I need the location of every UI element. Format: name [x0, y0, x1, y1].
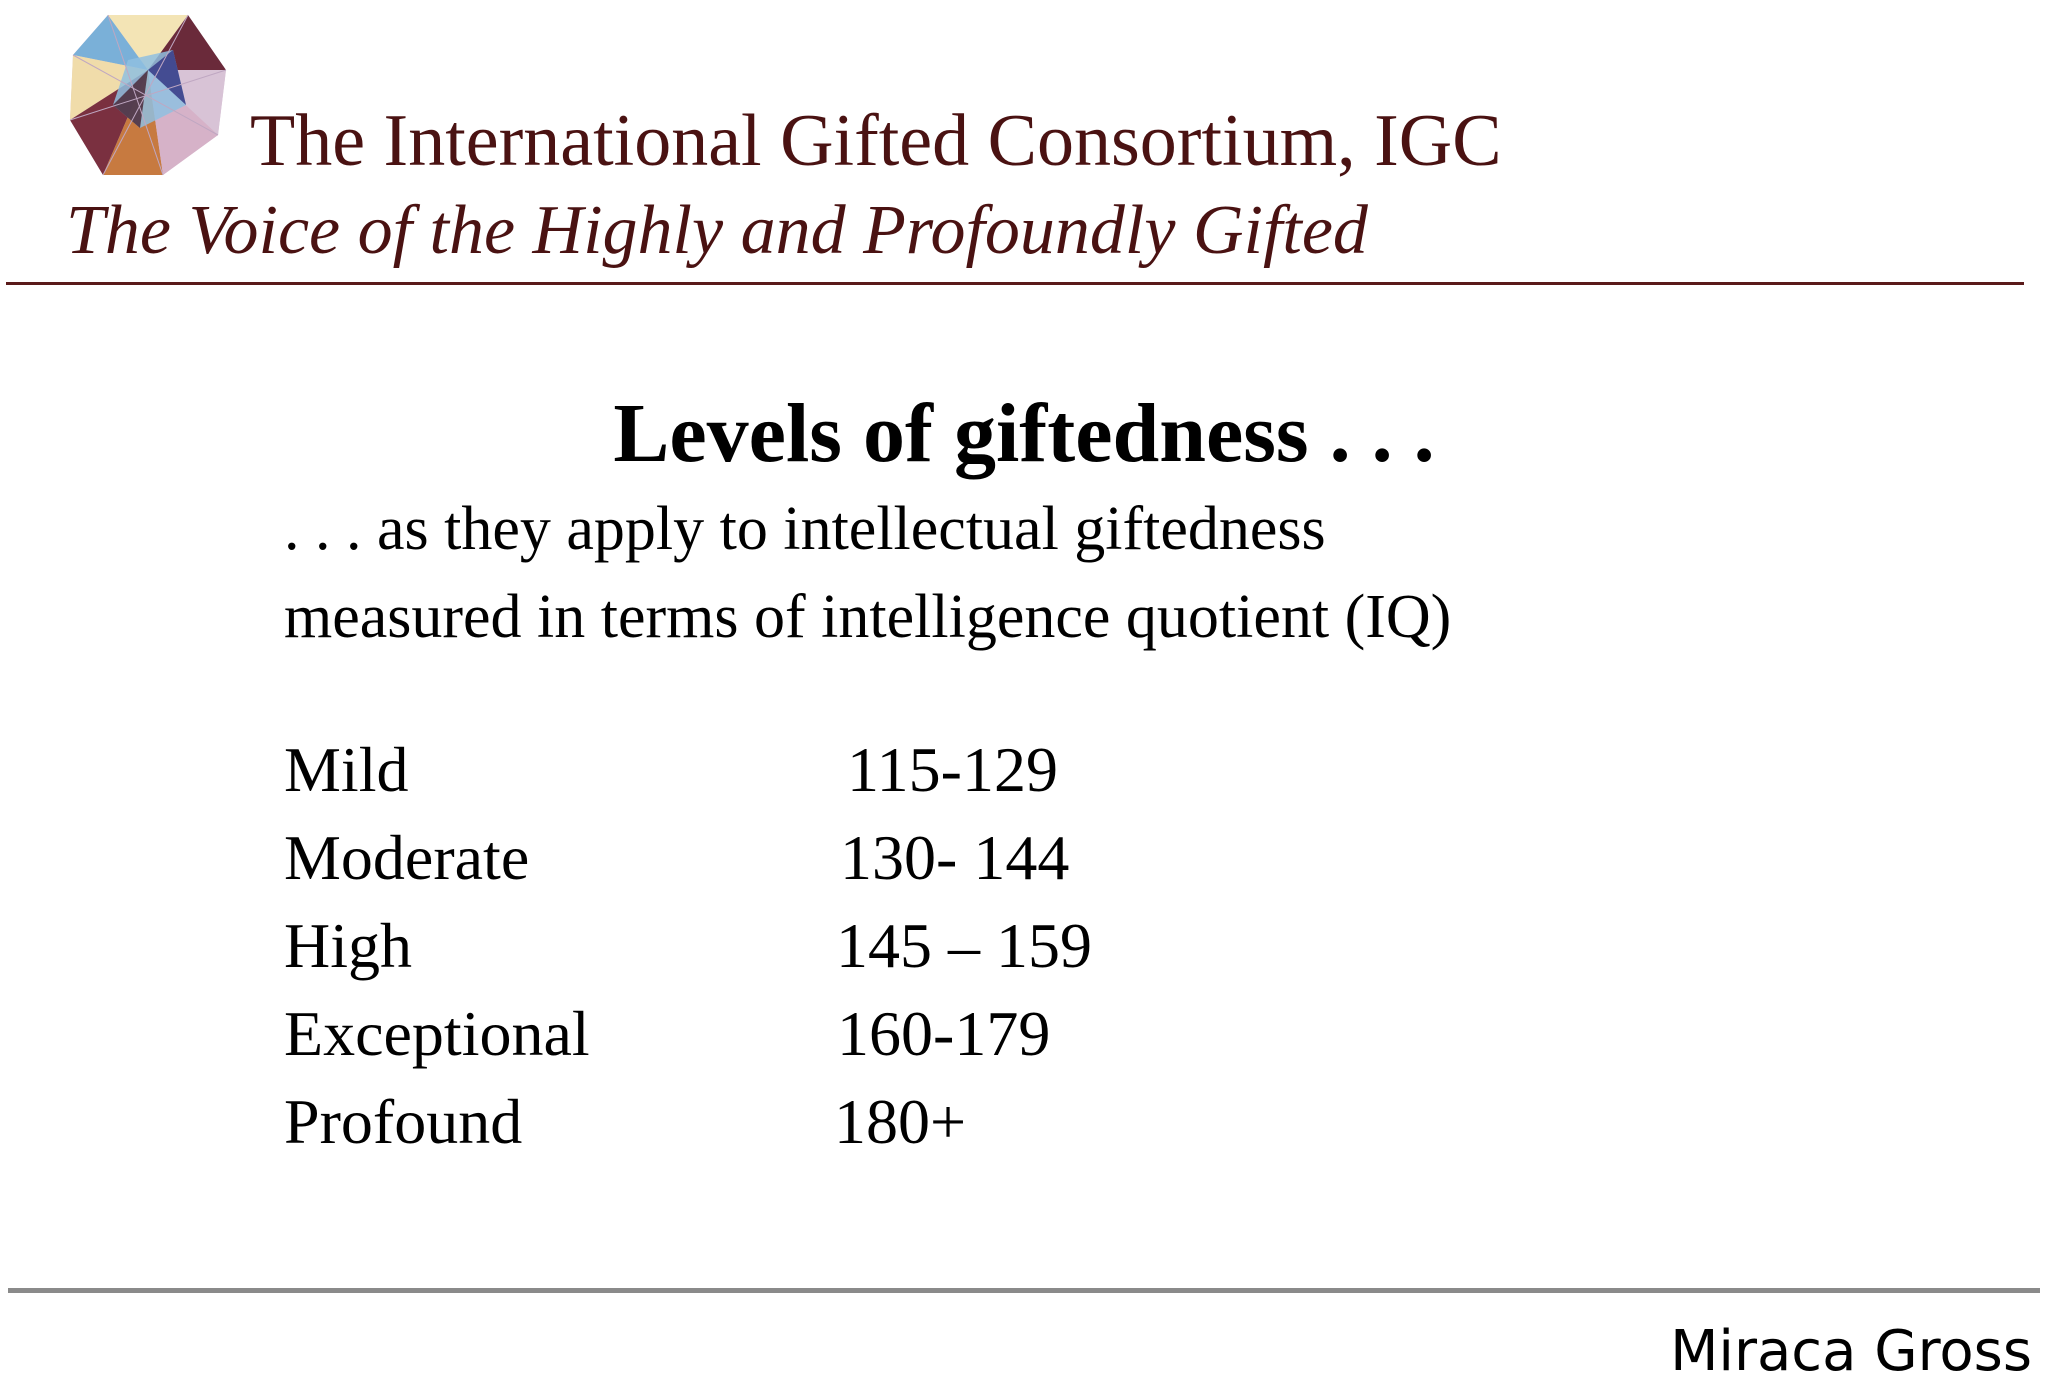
level-row-high: [284, 902, 1184, 990]
level-name: Profound: [284, 1086, 523, 1157]
level-row-moderate: [284, 814, 1184, 902]
header-divider: [6, 282, 2024, 285]
level-iq-range: 180+: [834, 1086, 967, 1157]
level-name: Exceptional: [284, 998, 590, 1069]
igc-logo-icon: [68, 10, 228, 180]
level-row-profound: [284, 1078, 1184, 1166]
level-row-exceptional: [284, 990, 1184, 1078]
level-name: High: [284, 910, 412, 981]
level-name: Mild: [284, 734, 409, 805]
slide-title: Levels of giftedness . . .: [613, 387, 1435, 480]
level-iq-range: 145 – 159: [836, 910, 1092, 981]
subtitle-line-1: . . . as they apply to intellectual giftedness: [284, 495, 1326, 563]
giftedness-levels-list: [284, 726, 1184, 1166]
organization-tagline: The Voice of the Highly and Profoundly Gifted: [66, 192, 1368, 269]
level-iq-range: 130- 144: [840, 822, 1070, 893]
footer-divider: [8, 1288, 2040, 1293]
level-iq-range: 160-179: [837, 998, 1051, 1069]
level-iq-range: 115-129: [847, 734, 1058, 805]
organization-name: The International Gifted Consortium, IGC: [250, 100, 1502, 182]
level-name: Moderate: [284, 822, 530, 893]
author-name: Miraca Gross: [1670, 1319, 2032, 1384]
level-row-mild: [284, 726, 1184, 814]
subtitle-line-2: measured in terms of intelligence quotient (IQ): [284, 583, 1452, 651]
